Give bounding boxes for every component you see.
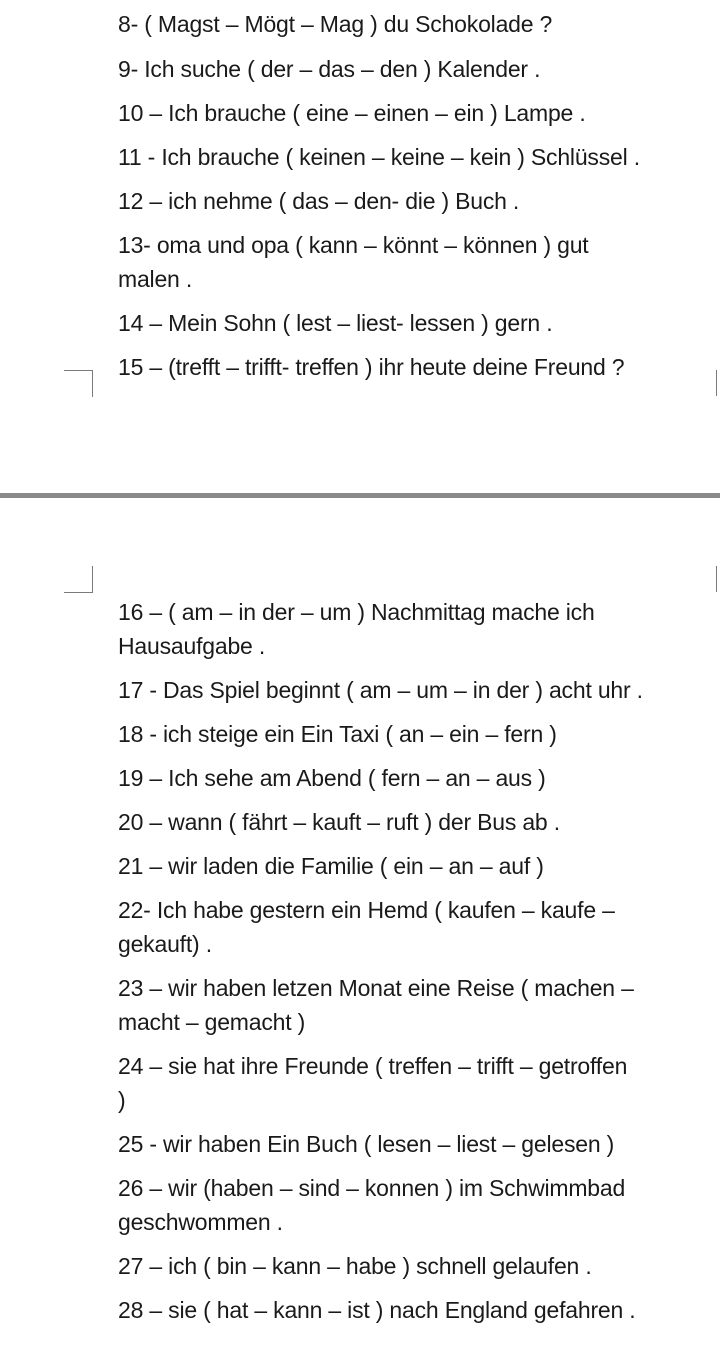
exercise-12: 12 – ich nehme ( das – den- die ) Buch . [118,188,520,214]
exercise-20: 20 – wann ( fährt – kauft – ruft ) der Bus ab . [118,809,560,835]
exercise-23-cont: macht – gemacht ) [118,1009,306,1035]
exercise-26: 26 – wir (haben – sind – konnen ) im Schwimmbad [118,1175,626,1201]
exercise-11: 11 - Ich brauche ( keinen – keine – kein ) Schlüssel . [118,144,640,170]
exercise-23: 23 – wir haben letzen Monat eine Reise ( machen – [118,975,634,1001]
exercise-16-cont: Hausaufgabe . [118,633,266,659]
exercise-13: 13- oma und opa ( kann – könnt – können ) gut [118,232,589,258]
exercise-25: 25 - wir haben Ein Buch ( lesen – liest – gelesen ) [118,1131,615,1157]
exercise-8: 8- ( Magst – Mögt – Mag ) du Schokolade ? [118,11,553,37]
exercise-13-cont: malen . [118,266,193,292]
document-page-top [0,0,720,494]
exercise-16: 16 – ( am – in der – um ) Nachmittag mache ich [118,599,595,625]
exercise-9: 9- Ich suche ( der – das – den ) Kalender . [118,56,541,82]
exercise-17: 17 - Das Spiel beginnt ( am – um – in der ) acht uhr . [118,677,643,703]
exercise-24-cont: ) [118,1087,126,1113]
exercise-10: 10 – Ich brauche ( eine – einen – ein ) Lampe . [118,100,586,126]
exercise-18: 18 - ich steige ein Ein Taxi ( an – ein – fern ) [118,721,557,747]
crop-mark-top-left [64,370,93,397]
exercise-14: 14 – Mein Sohn ( lest – liest- lessen ) gern . [118,310,553,336]
crop-mark-top-right [716,370,720,396]
exercise-19: 19 – Ich sehe am Abend ( fern – an – aus ) [118,765,546,791]
exercise-15: 15 – (trefft – trifft- treffen ) ihr heute deine Freund ? [118,354,625,380]
crop-mark-bottom-right [716,566,720,592]
exercise-21: 21 – wir laden die Familie ( ein – an – auf ) [118,853,544,879]
exercise-24: 24 – sie hat ihre Freunde ( treffen – trifft – getroffen [118,1053,628,1079]
crop-mark-bottom-left [64,566,93,593]
exercise-26-cont: geschwommen . [118,1209,283,1235]
exercise-28: 28 – sie ( hat – kann – ist ) nach England gefahren . [118,1297,636,1323]
exercise-22-cont: gekauft) . [118,931,212,957]
exercise-27: 27 – ich ( bin – kann – habe ) schnell gelaufen . [118,1253,592,1279]
exercise-22: 22- Ich habe gestern ein Hemd ( kaufen – kaufe – [118,897,615,923]
